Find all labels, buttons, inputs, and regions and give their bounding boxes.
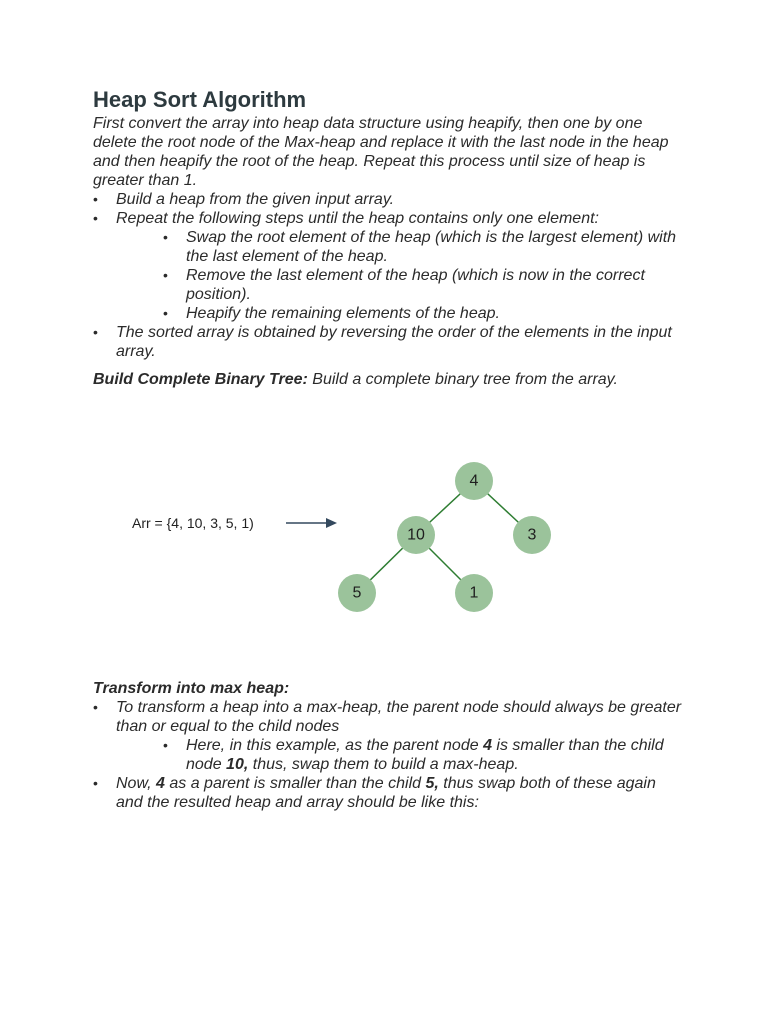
document-body xyxy=(93,86,683,389)
substep-text-a: Here, in this example, as the parent node xyxy=(186,737,484,754)
tree-node-10 xyxy=(397,516,435,554)
substep-heapify: • Heapify the remaining elements of the heap. xyxy=(186,304,683,323)
build-tree-text: Build a complete binary tree from the array. xyxy=(307,371,618,388)
tree-node-1-label: 1 xyxy=(469,584,479,602)
step-repeat-text: Repeat the following steps until the heap contains only one element: xyxy=(116,210,599,227)
build-tree-label: Build Complete Binary Tree: xyxy=(93,371,308,388)
arrow-icon xyxy=(286,518,337,528)
transform-section xyxy=(93,679,683,812)
transform-bullet-2 xyxy=(93,774,683,812)
bullet2-text-a: Now, xyxy=(116,775,157,792)
substep-bold-parent: 4 xyxy=(483,737,492,754)
bullet2-bold-child: 5, xyxy=(425,775,439,792)
transform-bullet-1 xyxy=(93,698,683,774)
repeat-substeps xyxy=(186,228,683,323)
page-title: Heap Sort Algorithm xyxy=(93,87,307,112)
tree-node-5 xyxy=(338,574,376,612)
transform-substep-1 xyxy=(186,736,683,774)
transform-list xyxy=(93,698,683,812)
tree-node-1 xyxy=(455,574,493,612)
substep-text-e: thus, swap them to build a max-heap. xyxy=(248,756,519,773)
step-build-heap: • Build a heap from the given input array. xyxy=(93,190,683,209)
bullet2-text-c: as a parent is smaller than the child xyxy=(164,775,426,792)
step-repeat xyxy=(93,209,683,323)
tree-node-4-label: 4 xyxy=(469,472,479,490)
intro-paragraph: First convert the array into heap data structure using heapify, then one by one delete the root node of the Max-heap and replace it with the last node in the heap and then heapify the root of the heap. Repeat this process until size of heap is greater than 1. xyxy=(93,115,669,189)
substep-remove: • Remove the last element of the heap (which is now in the correct position). xyxy=(186,266,683,304)
substep-bold-child: 10, xyxy=(226,756,249,773)
transform-substeps xyxy=(186,736,683,774)
tree-node-3 xyxy=(513,516,551,554)
substep-swap: • Swap the root element of the heap (which is the largest element) with the last element of the heap. xyxy=(186,228,683,266)
tree-node-5-label: 5 xyxy=(352,584,362,602)
bullet2-text-e: thus swap both of these again and the resulted heap and array should be like this: xyxy=(116,775,656,811)
transform-heading: Transform into max heap: xyxy=(93,680,290,697)
build-tree-line xyxy=(93,370,683,389)
steps-list xyxy=(93,190,683,361)
bullet2-bold-parent: 4 xyxy=(156,775,165,792)
tree-node-4 xyxy=(455,462,493,500)
transform-bullet-1-text: To transform a heap into a max-heap, the parent node should always be greater than or equal to the child nodes xyxy=(116,699,682,735)
binary-tree-diagram xyxy=(0,440,768,640)
array-label: Arr = {4, 10, 3, 5, 1) xyxy=(132,515,254,531)
substep-text-c: is smaller than the child node xyxy=(186,737,664,773)
tree-node-10-label: 10 xyxy=(407,526,425,544)
tree-node-3-label: 3 xyxy=(527,526,537,544)
step-reverse: • The sorted array is obtained by reversing the order of the elements in the input array. xyxy=(93,323,683,361)
